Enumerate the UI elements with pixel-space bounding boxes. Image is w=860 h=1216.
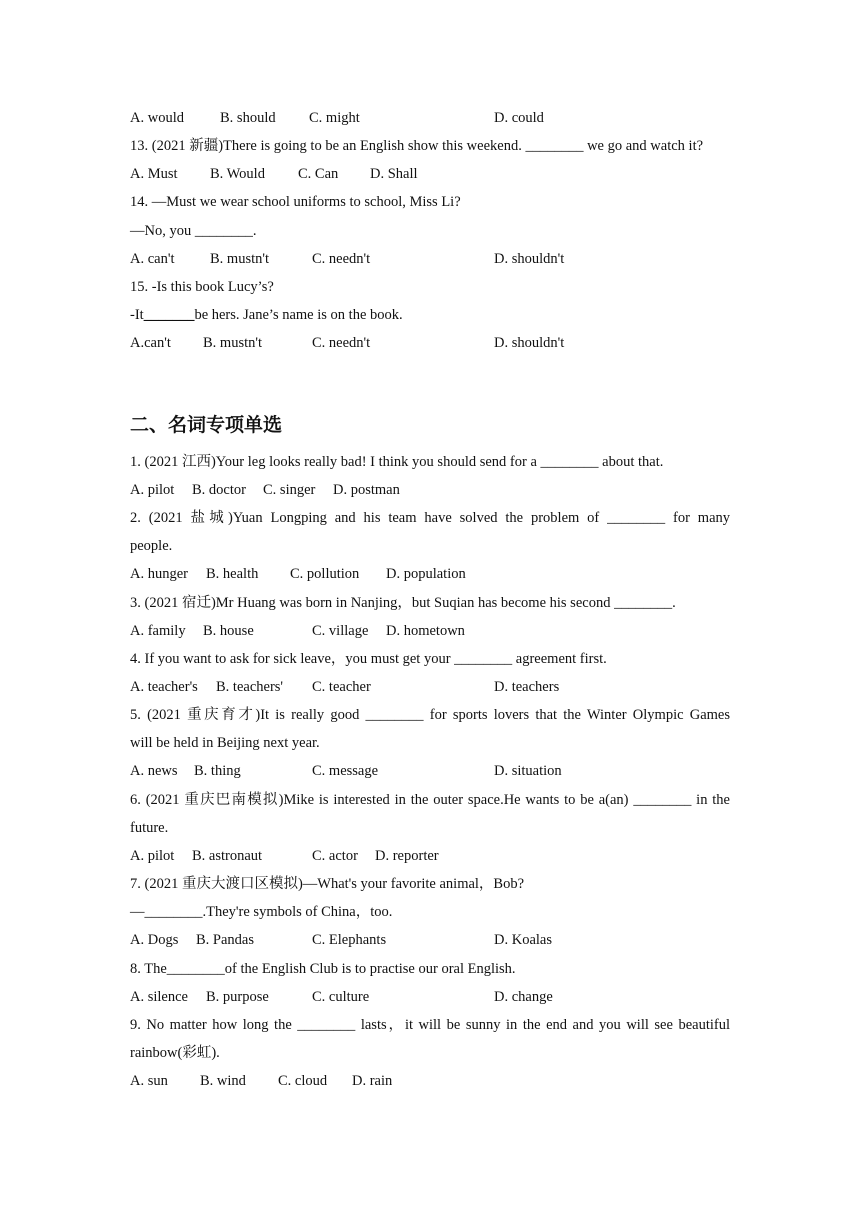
- option-c: C. Elephants: [312, 932, 387, 948]
- option-b: B. thing: [194, 763, 241, 779]
- s2-q5-stem-line2: will be held in Beijing next year.: [130, 735, 320, 751]
- s2-q8-stem: 8. The________of the English Club is to practise our oral English.: [130, 961, 516, 977]
- q14-stem: 14. —Must we wear school uniforms to school, Miss Li?: [130, 194, 461, 210]
- s2-q2-stem-line1: 2. (2021 盐城)Yuan Longping and his team have solved the problem of ________ for many: [130, 510, 730, 526]
- s2-q6-stem-line2: future.: [130, 820, 169, 836]
- option-c: C. pollution: [290, 566, 360, 582]
- option-a: A. can't: [130, 251, 175, 267]
- s2-q4-stem: 4. If you want to ask for sick leave，you must get your ________ agreement first.: [130, 651, 607, 667]
- s2-q7-reply: —________.They're symbols of China，too.: [130, 904, 393, 920]
- option-c: C. teacher: [312, 679, 371, 695]
- s2-q1-stem: 1. (2021 江西)Your leg looks really bad! I think you should send for a ________ about that.: [130, 454, 664, 470]
- s2-q6-stem-line1: 6. (2021 重庆巴南模拟)Mike is interested in the outer space.He wants to be a(an) ________ in the: [130, 792, 730, 808]
- option-d: D. teachers: [494, 679, 560, 695]
- option-d: D. shouldn't: [494, 251, 565, 267]
- option-b: B. teachers': [216, 679, 284, 695]
- option-c: C. cloud: [278, 1073, 328, 1089]
- option-c: C. village: [312, 623, 369, 639]
- option-b: B. mustn't: [210, 251, 270, 267]
- option-b: B. astronaut: [192, 848, 263, 864]
- option-a: A. silence: [130, 989, 188, 1005]
- option-d: D. hometown: [386, 623, 465, 639]
- option-a: A. pilot: [130, 482, 175, 498]
- option-d: D. postman: [333, 482, 400, 498]
- option-a: A. Dogs: [130, 932, 179, 948]
- option-b: B. house: [203, 623, 254, 639]
- option-d: D. Shall: [370, 166, 418, 182]
- s2-q9-stem-line1: 9. No matter how long the ________ lasts，it will be sunny in the end and you will see beautiful: [130, 1017, 730, 1033]
- q15-reply-before: -It: [130, 307, 144, 323]
- option-c: C. might: [309, 110, 360, 126]
- option-b: B. doctor: [192, 482, 246, 498]
- option-a: A. news: [130, 763, 178, 779]
- q15-reply: [130, 305, 730, 325]
- option-b: B. wind: [200, 1073, 246, 1089]
- option-d: D. situation: [494, 763, 562, 779]
- q14-reply: —No, you ________.: [130, 223, 257, 239]
- option-d: D. population: [386, 566, 466, 582]
- option-c: C. singer: [263, 482, 316, 498]
- option-a: A. family: [130, 623, 186, 639]
- option-a: A.can't: [130, 335, 171, 351]
- option-b: B. health: [206, 566, 259, 582]
- option-c: C. culture: [312, 989, 370, 1005]
- option-a: A. Must: [130, 166, 178, 182]
- option-d: D. rain: [352, 1073, 393, 1089]
- q15-reply-blank: _______: [143, 307, 195, 323]
- option-b: B. Pandas: [196, 932, 254, 948]
- s2-q5-stem-line1: 5. (2021 重庆育才)It is really good ________ for sports lovers that the Winter Olympic Games: [130, 707, 730, 723]
- option-b: B. purpose: [206, 989, 269, 1005]
- option-c: C. Can: [298, 166, 339, 182]
- option-d: D. reporter: [375, 848, 439, 864]
- option-c: C. actor: [312, 848, 358, 864]
- option-a: A. hunger: [130, 566, 188, 582]
- option-a: A. would: [130, 110, 184, 126]
- q15-reply-after: be hers. Jane’s name is on the book.: [194, 307, 403, 323]
- option-b: B. Would: [210, 166, 265, 182]
- option-d: D. shouldn't: [494, 335, 565, 351]
- option-d: D. change: [494, 989, 553, 1005]
- q13-stem: 13. (2021 新疆)There is going to be an English show this weekend. ________ we go and watch it?: [130, 138, 704, 154]
- s2-q9-stem-line2: rainbow(彩虹).: [130, 1045, 220, 1061]
- section-heading: 二、名词专项单选: [130, 414, 283, 436]
- option-c: C. message: [312, 763, 379, 779]
- option-a: A. teacher's: [130, 679, 198, 695]
- s2-q7-stem: 7. (2021 重庆大渡口区模拟)—What's your favorite animal，Bob?: [130, 876, 525, 892]
- option-b: B. mustn't: [203, 335, 263, 351]
- s2-q3-stem: 3. (2021 宿迁)Mr Huang was born in Nanjing，but Suqian has become his second ________.: [130, 595, 676, 611]
- option-d: D. could: [494, 110, 544, 126]
- option-b: B. should: [220, 110, 276, 126]
- option-a: A. sun: [130, 1073, 168, 1089]
- q15-stem: 15. -Is this book Lucy’s?: [130, 279, 274, 295]
- option-c: C. needn't: [312, 251, 371, 267]
- option-c: C. needn't: [312, 335, 371, 351]
- option-d: D. Koalas: [494, 932, 552, 948]
- s2-q2-stem-line2: people.: [130, 538, 173, 554]
- option-a: A. pilot: [130, 848, 175, 864]
